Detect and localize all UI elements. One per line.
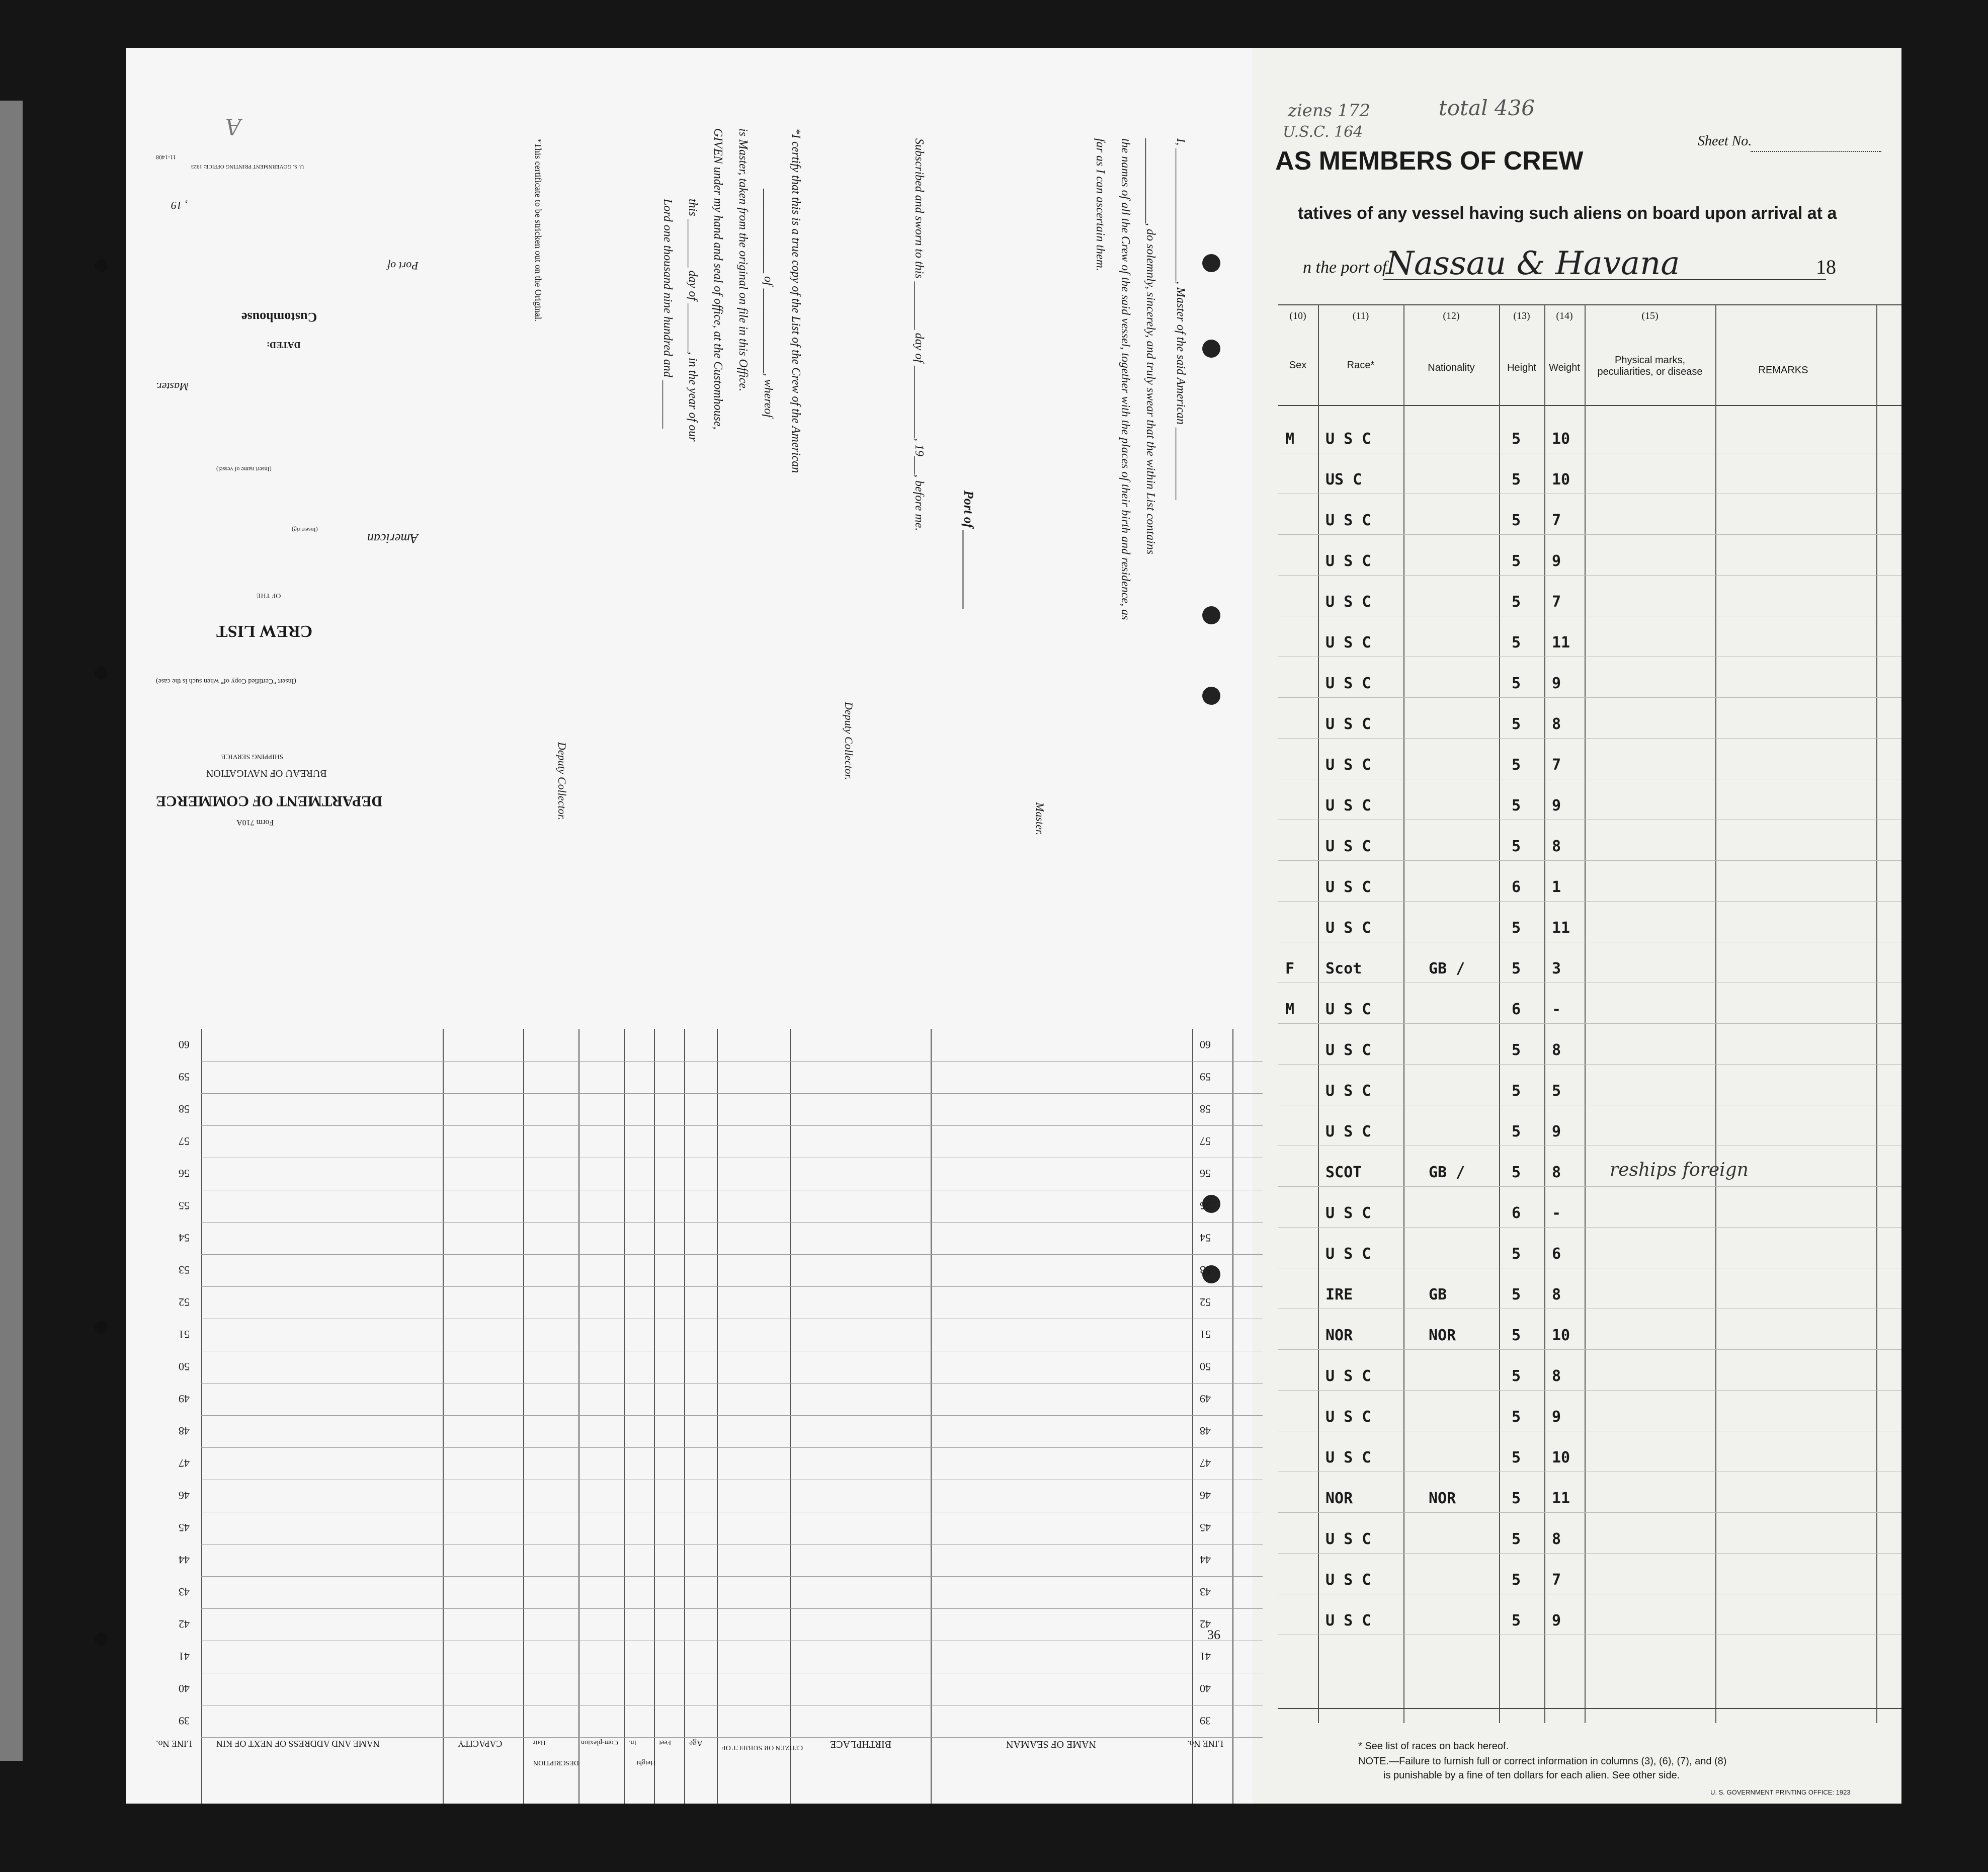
cell-height: 5 <box>1512 1245 1521 1263</box>
header-in: In. <box>629 1739 637 1746</box>
header-hair: Hair <box>533 1739 546 1746</box>
cell-sex: M <box>1285 1001 1295 1018</box>
cell-height: 5 <box>1512 1530 1521 1548</box>
certified-copy-note: (Insert "Certified Copy of" when such is the case) <box>156 677 296 685</box>
cell-height: 5 <box>1512 1164 1521 1181</box>
grid-col <box>578 1029 579 1804</box>
cell-weight: 9 <box>1552 1612 1561 1630</box>
certify-line-4: GIVEN under my hand and seal of office, at the Customhouse, <box>711 128 724 430</box>
header-height-cl: Height <box>636 1759 656 1766</box>
cell-weight: 7 <box>1552 512 1561 529</box>
grid-col <box>931 1029 932 1804</box>
grid-col <box>790 1029 791 1804</box>
subscribed-sworn: Subscribed and sworn to this ________ day of ____________, 19___, before me. <box>913 138 926 531</box>
cell-weight: 7 <box>1552 756 1561 774</box>
manifest-printer: U. S. GOVERNMENT PRINTING OFFICE: 1923 <box>1710 1788 1851 1796</box>
grid-col <box>684 1029 685 1804</box>
crew-row-rule <box>201 1254 1263 1255</box>
line-number-right: 55 <box>179 1199 190 1212</box>
insert-vessel-note: (Insert name of vessel) <box>216 466 272 473</box>
header-race: Race* <box>1347 360 1375 371</box>
col-divider <box>1585 304 1586 1723</box>
cell-race: U S C <box>1326 919 1371 937</box>
line-number-left: 39 <box>1200 1715 1211 1727</box>
row-rule <box>1278 575 1901 576</box>
alien-crew-manifest-sheet <box>1227 48 1901 1804</box>
cell-height: 5 <box>1512 1082 1521 1100</box>
cell-height: 5 <box>1512 756 1521 774</box>
pencil-note-usc: U.S.C. 164 <box>1283 123 1363 141</box>
line-number-right: 50 <box>179 1360 190 1373</box>
cell-race: Scot <box>1326 960 1362 978</box>
cell-race: U S C <box>1326 1041 1371 1059</box>
col-divider <box>1403 304 1404 1723</box>
line-number-right: 51 <box>179 1328 190 1341</box>
cell-weight: 11 <box>1552 634 1570 652</box>
cell-weight: 7 <box>1552 593 1561 611</box>
cell-weight: 7 <box>1552 1571 1561 1589</box>
line-number-left: 52 <box>1200 1296 1211 1309</box>
cell-height: 5 <box>1512 1367 1521 1385</box>
year-line-label: , 19 <box>171 199 188 212</box>
grid-col <box>624 1029 625 1804</box>
cell-weight: 10 <box>1552 430 1570 448</box>
row-rule <box>1278 1186 1901 1187</box>
strike-note: *This certificate to be stricken out on the Original. <box>533 138 543 322</box>
header-top-rule <box>1278 304 1901 305</box>
cell-weight: 8 <box>1552 1164 1561 1181</box>
cell-height: 5 <box>1512 960 1521 978</box>
cell-weight: 8 <box>1552 1367 1561 1385</box>
line-number-left: 57 <box>1200 1135 1211 1148</box>
certify-line-1: *I certify that this is a true copy of the List of the Crew of the American <box>789 128 802 473</box>
line-number-right: 58 <box>179 1103 190 1115</box>
of-the-label: OF THE <box>257 592 281 599</box>
cell-race: IRE <box>1326 1286 1353 1304</box>
line-number-right: 52 <box>179 1296 190 1309</box>
cell-race: U S C <box>1326 878 1371 896</box>
col-divider <box>1544 304 1545 1723</box>
row-rule <box>1278 901 1901 902</box>
cell-race: U S C <box>1326 512 1371 529</box>
cell-race: U S C <box>1326 1082 1371 1100</box>
service-heading: SHIPPING SERVICE <box>221 753 284 760</box>
left-edge-strip <box>0 101 23 1761</box>
cell-height: 5 <box>1512 1449 1521 1467</box>
table-bottom-rule <box>1278 1708 1901 1709</box>
col-divider <box>1715 304 1716 1723</box>
cell-height: 5 <box>1512 1041 1521 1059</box>
line-number-right: 45 <box>179 1521 190 1534</box>
port-value: Nassau & Havana <box>1386 245 1680 282</box>
line-number-right: 44 <box>179 1554 190 1566</box>
line-number-right: 40 <box>179 1682 190 1695</box>
line-number-right: 49 <box>179 1393 190 1405</box>
row-rule <box>1278 1553 1901 1554</box>
grid-col <box>523 1029 524 1804</box>
cell-race: U S C <box>1326 675 1371 692</box>
manifest-title: AS MEMBERS OF CREW <box>1275 146 1584 176</box>
line-number-left: 58 <box>1200 1103 1211 1115</box>
master-label: Master. <box>156 380 189 393</box>
punch-hole <box>1202 254 1220 272</box>
bureau-heading: BUREAU OF NAVIGATION <box>206 768 327 779</box>
crew-row-rule <box>201 1737 1263 1738</box>
cell-height: 5 <box>1512 593 1521 611</box>
american-label: American <box>367 531 419 546</box>
row-rule <box>1278 1023 1901 1024</box>
cell-race: U S C <box>1326 1449 1371 1467</box>
binder-hole <box>95 667 108 680</box>
cell-weight: 3 <box>1552 960 1561 978</box>
cell-weight: 9 <box>1552 1408 1561 1426</box>
cell-remarks: reships foreign <box>1610 1160 1749 1180</box>
form-code: 11-1408 <box>156 154 176 161</box>
crew-list-title: CREW LIST <box>216 622 313 640</box>
row-rule <box>1278 1390 1901 1391</box>
colnum-15: (15) <box>1641 310 1659 321</box>
crew-row-rule <box>201 1415 1263 1416</box>
crew-list-form-rotated <box>126 48 1253 1804</box>
cell-weight: 9 <box>1552 797 1561 815</box>
cell-weight: 11 <box>1552 919 1570 937</box>
row-rule <box>1278 1349 1901 1350</box>
punch-hole <box>1202 687 1220 705</box>
header-description: DESCRIPTION <box>533 1759 579 1766</box>
line-number-left: 53 <box>1200 1264 1211 1276</box>
cell-race: U S C <box>1326 1204 1371 1222</box>
footnote-fine: is punishable by a fine of ten dollars for each alien. See other side. <box>1383 1770 1680 1781</box>
line-number-right: 39 <box>179 1715 190 1727</box>
cell-weight: 9 <box>1552 675 1561 692</box>
crew-row-rule <box>201 1125 1263 1126</box>
cell-nationality: GB / <box>1429 1164 1465 1181</box>
header-height: Height <box>1507 362 1536 373</box>
crew-row-rule <box>201 1222 1263 1223</box>
line-number-left: 59 <box>1200 1071 1211 1083</box>
grid-col <box>654 1029 655 1804</box>
certify-line-5: this ________ day of ________, in the year of our <box>686 199 699 442</box>
crew-row-rule <box>201 1286 1263 1287</box>
cell-nationality: GB <box>1429 1286 1447 1304</box>
line-number-left: 47 <box>1200 1457 1211 1470</box>
row-rule <box>1278 860 1901 861</box>
line-number-left: 46 <box>1200 1489 1211 1502</box>
line-number-right: 48 <box>179 1425 190 1437</box>
line-number-right: 42 <box>179 1618 190 1631</box>
grid-col <box>1232 1029 1233 1804</box>
insert-rig-note: (Insert rig) <box>292 526 318 533</box>
colnum-13: (13) <box>1513 310 1530 321</box>
cell-race: SCOT <box>1326 1164 1362 1181</box>
cell-nationality: GB / <box>1429 960 1465 978</box>
cell-height: 5 <box>1512 1327 1521 1344</box>
cell-height: 5 <box>1512 1408 1521 1426</box>
cell-height: 5 <box>1512 1490 1521 1507</box>
master-signature-label: Master. <box>1034 802 1046 836</box>
crew-row-rule <box>201 1093 1263 1094</box>
cell-race: U S C <box>1326 715 1371 733</box>
cell-weight: 1 <box>1552 878 1561 896</box>
certify-line-6: Lord one thousand nine hundred and ________ <box>661 199 674 429</box>
cell-race: U S C <box>1326 593 1371 611</box>
line-number-left: 56 <box>1200 1167 1211 1180</box>
cell-height: 5 <box>1512 1612 1521 1630</box>
line-number-right: 43 <box>179 1586 190 1598</box>
crew-row-rule <box>201 1061 1263 1062</box>
line-number-right: 59 <box>179 1071 190 1083</box>
row-rule <box>1278 697 1901 698</box>
line-number-left: 51 <box>1200 1328 1211 1341</box>
row-rule <box>1278 1227 1901 1228</box>
department-heading: DEPARTMENT OF COMMERCE <box>156 793 383 809</box>
oath-line-3: the names of all the Crew of the said vessel, together with the places of their birth and residence, as <box>1119 138 1132 620</box>
cell-weight: 8 <box>1552 1530 1561 1548</box>
line-number-left: 45 <box>1200 1521 1211 1534</box>
line-number-left: 42 <box>1200 1618 1211 1631</box>
header-bottom-rule <box>1278 405 1901 406</box>
line-number-right: 56 <box>179 1167 190 1180</box>
cell-sex: M <box>1285 430 1295 448</box>
punch-hole <box>1202 340 1220 358</box>
cell-weight: - <box>1552 1204 1561 1222</box>
cell-race: U S C <box>1326 1001 1371 1018</box>
cell-race: U S C <box>1326 1123 1371 1141</box>
line-number-right: 60 <box>179 1038 190 1051</box>
crew-row-rule <box>201 1608 1263 1609</box>
col-divider <box>1318 304 1319 1723</box>
crewlist-printer: U. S. GOVERNMENT PRINTING OFFICE: 1923 <box>191 164 304 170</box>
row-rule <box>1278 738 1901 739</box>
line-number-right: 54 <box>179 1232 190 1244</box>
port-of-label: Port of <box>387 260 419 272</box>
line-number-right: 47 <box>179 1457 190 1470</box>
header-capacity: CAPACITY <box>458 1739 503 1749</box>
port-label: n the port of <box>1303 258 1387 277</box>
cell-race: U S C <box>1326 1530 1371 1548</box>
cell-race: US C <box>1326 471 1362 489</box>
cell-race: U S C <box>1326 1571 1371 1589</box>
header-sex: Sex <box>1289 360 1307 371</box>
cell-weight: 10 <box>1552 471 1570 489</box>
deputy-collector-2: Deputy Collector. <box>556 742 568 821</box>
line-number-left: 55 <box>1200 1199 1211 1212</box>
cell-height: 6 <box>1512 1204 1521 1222</box>
header-physical-marks: Physical marks, peculiarities, or disease <box>1597 355 1703 377</box>
pencil-note-total: total 436 <box>1439 96 1535 120</box>
binder-hole <box>95 259 108 272</box>
dated-label: DATED: <box>267 340 301 350</box>
cell-weight: 9 <box>1552 552 1561 570</box>
line-number-left: 43 <box>1200 1586 1211 1598</box>
crew-row-rule <box>201 1576 1263 1577</box>
header-remarks: REMARKS <box>1758 365 1808 376</box>
header-age: Age <box>689 1739 703 1747</box>
cell-height: 5 <box>1512 1123 1521 1141</box>
deputy-collector-1: Deputy Collector. <box>843 702 855 780</box>
line-number-left: 50 <box>1200 1360 1211 1373</box>
cell-race: U S C <box>1326 1612 1371 1630</box>
sheet-no-label: Sheet No. <box>1698 133 1752 149</box>
cell-race: U S C <box>1326 552 1371 570</box>
cell-weight: 8 <box>1552 1286 1561 1304</box>
cell-weight: 10 <box>1552 1327 1570 1344</box>
cell-race: U S C <box>1326 1367 1371 1385</box>
cell-race: U S C <box>1326 634 1371 652</box>
cell-race: NOR <box>1326 1490 1353 1507</box>
header-name-of-seaman: NAME OF SEAMAN <box>1006 1739 1096 1750</box>
cell-sex: F <box>1285 960 1295 978</box>
cell-weight: 10 <box>1552 1449 1570 1467</box>
cell-nationality: NOR <box>1429 1490 1456 1507</box>
cell-height: 6 <box>1512 878 1521 896</box>
row-rule <box>1278 534 1901 535</box>
cell-weight: 8 <box>1552 1041 1561 1059</box>
cell-race: U S C <box>1326 756 1371 774</box>
colnum-12: (12) <box>1443 310 1460 321</box>
colnum-14: (14) <box>1556 310 1573 321</box>
oath-line-2: ______________, do solemnly, sincerely, and truly swear that the within List contains <box>1144 138 1157 555</box>
grid-col <box>717 1029 718 1804</box>
cell-height: 5 <box>1512 675 1521 692</box>
cell-race: U S C <box>1326 1408 1371 1426</box>
header-feet: Feet <box>659 1739 672 1746</box>
crew-row-rule <box>201 1447 1263 1448</box>
header-next-of-kin: NAME AND ADDRESS OF NEXT OF KIN <box>216 1739 380 1749</box>
cell-height: 5 <box>1512 430 1521 448</box>
sheet-no-line <box>1751 151 1881 152</box>
line-number-right: 53 <box>179 1264 190 1276</box>
cell-nationality: NOR <box>1429 1327 1456 1344</box>
cell-race: U S C <box>1326 797 1371 815</box>
header-complexion: Com-plexion <box>581 1739 618 1746</box>
line-number-left: 44 <box>1200 1554 1211 1566</box>
cell-race: U S C <box>1326 1245 1371 1263</box>
cell-height: 5 <box>1512 512 1521 529</box>
binder-hole <box>95 1321 108 1334</box>
line-number-left: 49 <box>1200 1393 1211 1405</box>
form-number: Form 710A <box>236 818 274 827</box>
header-birthplace: BIRTHPLACE <box>830 1739 892 1750</box>
cell-height: 5 <box>1512 1286 1521 1304</box>
line-number-left: 54 <box>1200 1232 1211 1244</box>
header-citizen: CITIZEN OR SUBJECT OF <box>722 1744 803 1751</box>
cell-weight: 8 <box>1552 715 1561 733</box>
oath-line-4: far as I can ascertain them. <box>1094 138 1107 271</box>
footnote-races: * See list of races on back hereof. <box>1358 1741 1509 1752</box>
colnum-10: (10) <box>1289 310 1306 321</box>
cell-height: 5 <box>1512 1571 1521 1589</box>
row-rule <box>1278 1064 1901 1065</box>
punch-hole <box>1202 606 1220 624</box>
cell-weight: 5 <box>1552 1082 1561 1100</box>
cell-weight: 8 <box>1552 838 1561 855</box>
cell-height: 5 <box>1512 919 1521 937</box>
header-line-no-right: LINE No. <box>156 1739 192 1749</box>
row-rule <box>1278 1512 1901 1513</box>
year-prefix: 18 <box>1816 256 1836 278</box>
port-underline <box>1383 279 1826 280</box>
cell-height: 5 <box>1512 552 1521 570</box>
line-number-left: 48 <box>1200 1425 1211 1437</box>
header-line-no: LINE No. <box>1187 1739 1223 1749</box>
cell-weight: - <box>1552 1001 1561 1018</box>
line-number-right: 41 <box>179 1650 190 1663</box>
binder-hole <box>95 1633 108 1646</box>
cell-height: 5 <box>1512 471 1521 489</box>
cell-height: 5 <box>1512 634 1521 652</box>
cell-height: 5 <box>1512 797 1521 815</box>
colnum-11: (11) <box>1352 310 1369 321</box>
footnote-note: NOTE.—Failure to furnish full or correct information in columns (3), (6), (7), and (8) <box>1358 1756 1727 1767</box>
cell-weight: 11 <box>1552 1490 1570 1507</box>
pencil-note-aliens: ziens 172 <box>1288 101 1370 121</box>
cell-height: 5 <box>1512 715 1521 733</box>
corner-mark: A <box>226 114 241 140</box>
certify-line-3: is Master, taken from the original on file in this Office. <box>736 128 750 392</box>
line-number-left: 60 <box>1200 1038 1211 1051</box>
grid-col <box>1192 1029 1193 1804</box>
certify-line-2: ______________ of ______________, whereof <box>762 189 775 418</box>
cell-race: U S C <box>1326 838 1371 855</box>
col-divider <box>1499 304 1500 1723</box>
grid-col <box>201 1029 202 1804</box>
header-nationality: Nationality <box>1428 362 1475 373</box>
cell-race: NOR <box>1326 1327 1353 1344</box>
cell-race: U S C <box>1326 430 1371 448</box>
line-number-left: 41 <box>1200 1650 1211 1663</box>
col-divider <box>1876 304 1877 1723</box>
line-number-right: 46 <box>179 1489 190 1502</box>
grid-col <box>443 1029 444 1804</box>
manifest-subtitle: tatives of any vessel having such aliens on board upon arrival at a <box>1298 204 1837 223</box>
cell-height: 6 <box>1512 1001 1521 1018</box>
header-weight: Weight <box>1549 362 1580 373</box>
port-of-oath: Port of ____________ <box>961 491 976 610</box>
line-number-right: 57 <box>179 1135 190 1148</box>
line-number-left: 40 <box>1200 1682 1211 1695</box>
oath-line-1: I, ______________________, Master of the said American ____________ <box>1174 138 1187 500</box>
cell-weight: 6 <box>1552 1245 1561 1263</box>
stamp-number: 36 <box>1207 1627 1220 1642</box>
cell-height: 5 <box>1512 838 1521 855</box>
cell-weight: 9 <box>1552 1123 1561 1141</box>
customhouse-label: Customhouse <box>241 310 317 324</box>
